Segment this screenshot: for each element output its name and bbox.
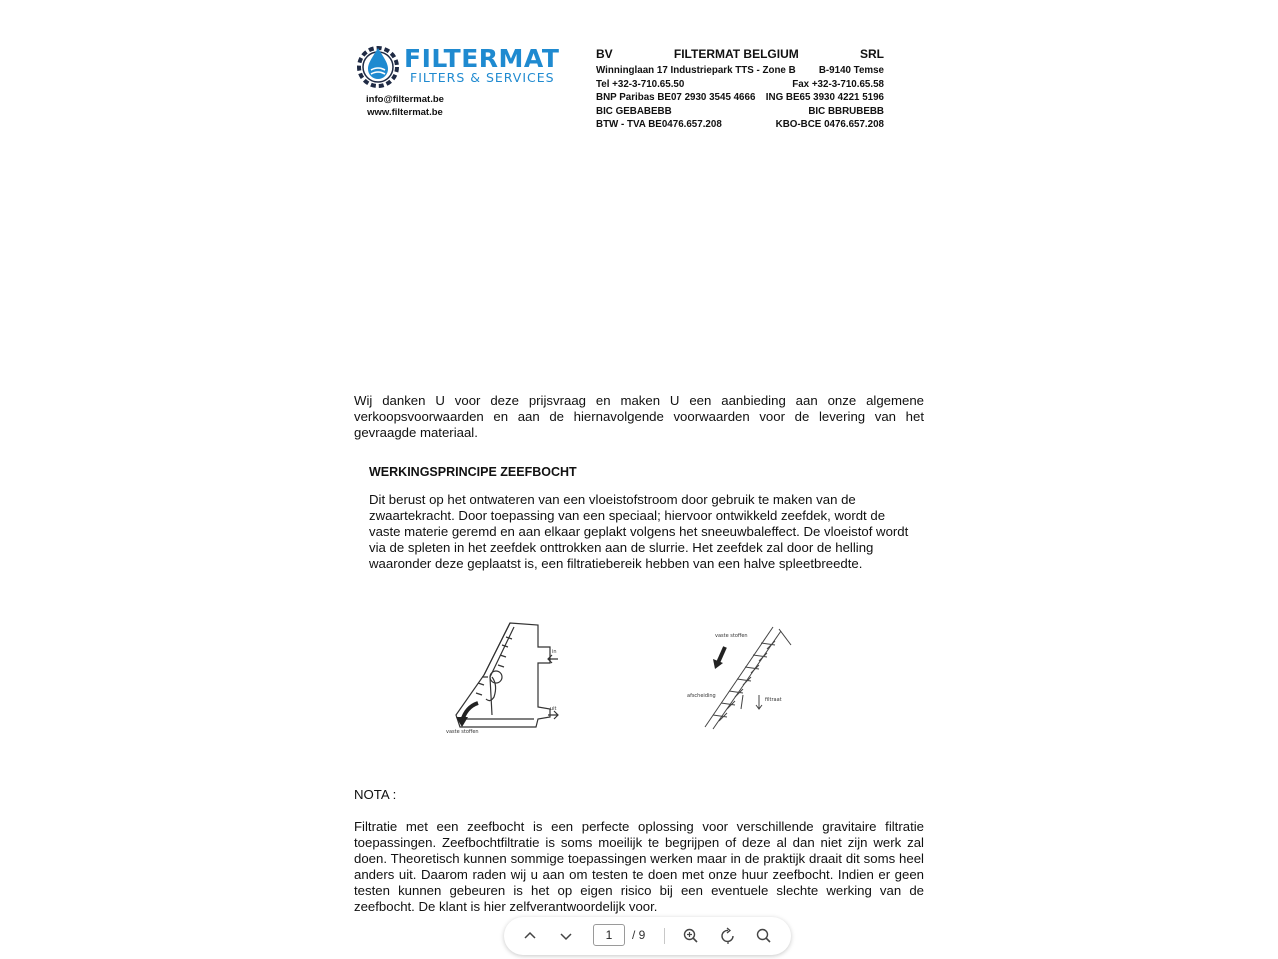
fax: Fax +32-3-710.65.58 (792, 78, 884, 90)
zoom-in-button[interactable] (681, 926, 701, 946)
diagram-label-solids: vaste stoffen (446, 729, 479, 735)
rotate-icon (718, 926, 738, 946)
vat-number: BTW - TVA BE0476.657.208 (596, 119, 722, 130)
address-city: B-9140 Temse (818, 65, 884, 76)
zoom-in-icon (681, 926, 701, 946)
search-icon (754, 926, 774, 946)
company-title-row (596, 47, 884, 62)
bank-account-2: ING BE65 3930 4221 5196 (765, 92, 884, 103)
legal-form-right: SRL (859, 47, 884, 61)
bic-row (596, 105, 884, 119)
address-line: Winninglaan 17 Industriepark TTS - Zone B (596, 65, 796, 76)
chevron-up-icon (520, 926, 540, 946)
section-heading: WERKINGSPRINCIPE ZEEFBOCHT (369, 465, 577, 479)
logo-tagline: FILTERS & SERVICES (410, 70, 555, 85)
section-paragraph: Dit berust op het ontwateren van een vloeistofstroom door gebruik te maken van de zwaartekracht. Door toepassing van een speciaal; hiervoor ontwikkeld zeefdek, wordt de vaste materie geremd en aan elkaar geplakt volgens het sneeuwbaleffect. De vloeistof wordt via de spleten in het zeefdek onttrokken aan de slurrie. Het zeefdek zal door de helling waaronder deze geplaatst is, een filtratiebereik hebben van een halve spleetbreedte. (369, 492, 909, 571)
diagram-label-in: in (552, 649, 557, 655)
toolbar-divider (664, 928, 665, 944)
next-page-button[interactable] (556, 926, 576, 946)
intro-paragraph: Wij danken U voor deze prijsvraag en maken U een aanbieding aan onze algemene verkoopsvoorwaarden en aan de hiernavolgende voorwaarden voor de levering van het gevraagde materiaal. (354, 393, 924, 440)
contact-block (335, 93, 475, 119)
contact-website: www.filtermat.be (367, 107, 443, 118)
nota-paragraph: Filtratie met een zeefbocht is een perfecte oplossing voor verschillende gravitaire filtratie toepassingen. Zeefbochtfiltratie is soms moeilijk te begrijpen of deze al dan niet zijn werk zal doen. Theoretisch kunnen sommige toepassingen werken maar in de praktijk draait dit soms heel anders uit. Daarom raden wij u aan om testen te doen met onze huur zeefbocht. Indien er geen testen kunnen gebeuren is het op eigen risico bij een eventuele slechte werking van de zeefbocht. De klant is hier zelfverantwoordelijk voor. (354, 819, 924, 914)
search-button[interactable] (754, 926, 774, 946)
address-row (596, 64, 884, 78)
diagram-label-uit: uit (550, 706, 557, 712)
pdf-toolbar (504, 917, 791, 955)
diagram-label-right: filtraat (765, 697, 782, 703)
contact-email: info@filtermat.be (366, 94, 444, 105)
page-number-input[interactable] (593, 924, 625, 946)
bank-account-1: BNP Paribas BE07 2930 3545 4666 (596, 92, 756, 103)
previous-page-button[interactable] (520, 926, 540, 946)
water-drop-gear-icon (356, 40, 402, 90)
page-total: / 9 (632, 928, 646, 942)
vat-row (596, 118, 884, 132)
legal-form-left: BV (596, 47, 613, 61)
diagram-label-left: afscheiding (687, 693, 716, 699)
bic-2: BIC BBRUBEBB (808, 105, 884, 117)
chevron-down-icon (556, 926, 576, 946)
sieve-detail-diagram (683, 615, 798, 735)
phone-row (596, 78, 884, 92)
bic-1: BIC GEBABEBB (596, 105, 672, 117)
bank-row (596, 91, 884, 105)
rotate-button[interactable] (718, 926, 738, 946)
kbo-number: KBO-BCE 0476.657.208 (775, 119, 884, 130)
nota-label: NOTA : (354, 787, 397, 802)
company-logo (356, 40, 566, 92)
company-info (596, 47, 884, 132)
logo-wordmark: FILTERMAT (404, 44, 560, 73)
diagram-label-top: vaste stoffen (715, 633, 748, 639)
sieve-bend-diagram (440, 615, 570, 740)
telephone: Tel +32-3-710.65.50 (596, 78, 685, 90)
company-name: FILTERMAT BELGIUM (673, 47, 799, 61)
